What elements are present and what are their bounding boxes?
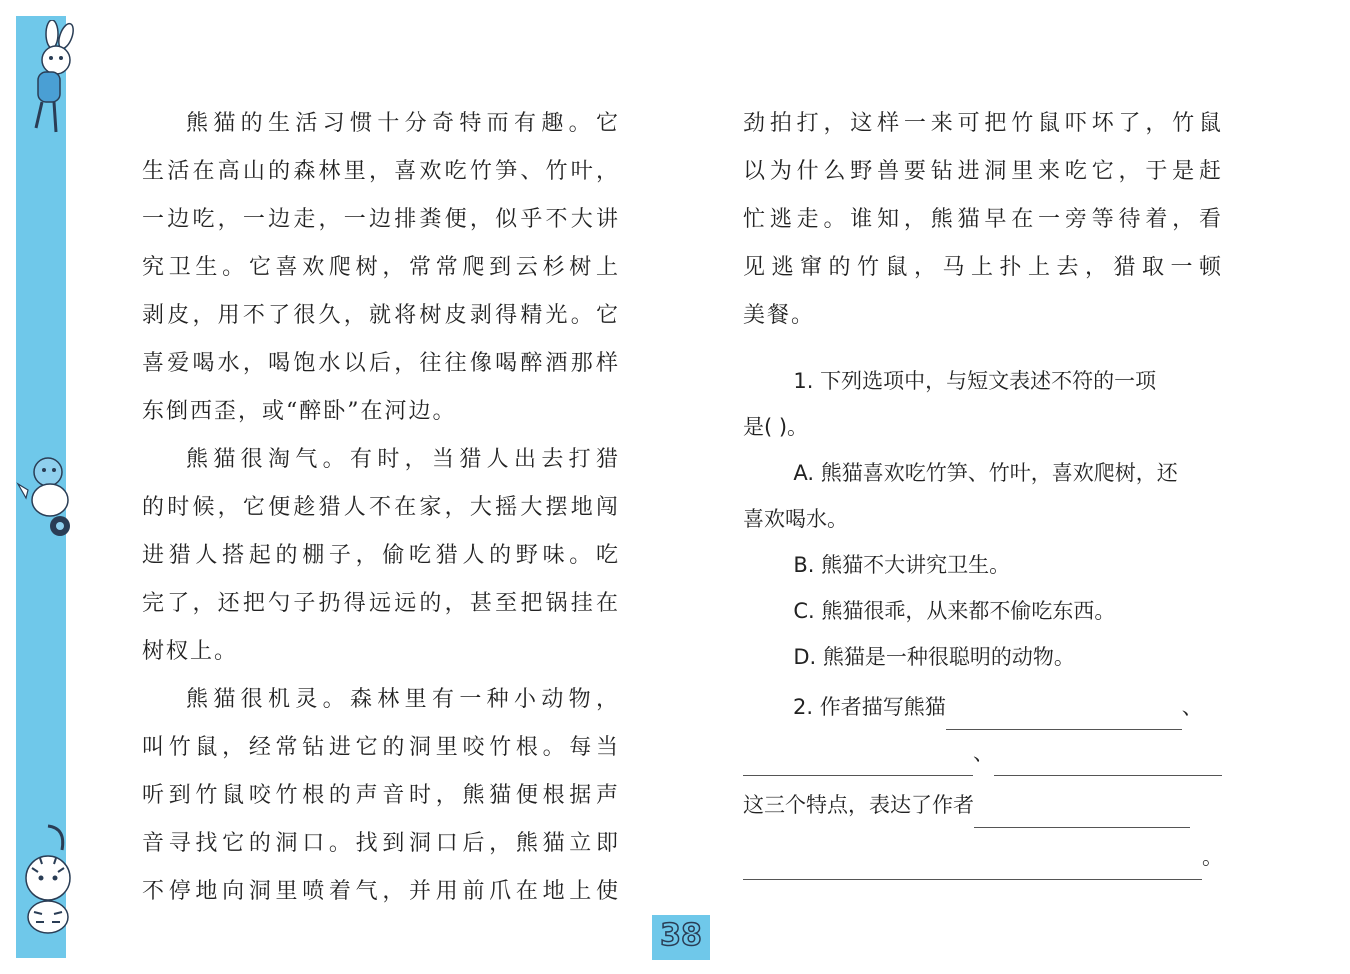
option-d: D. 熊猫是一种很聪明的动物。 bbox=[793, 645, 1075, 669]
question-1-answer-blank[interactable]: 是( )。 bbox=[743, 415, 809, 439]
answer-blank-1[interactable] bbox=[946, 699, 1182, 730]
story-line: 东倒西歪，或“醉卧”在河边。 bbox=[142, 399, 457, 424]
answer-blank-4[interactable] bbox=[974, 797, 1190, 828]
question-1 bbox=[743, 358, 1223, 680]
right-page-text bbox=[743, 100, 1223, 880]
option-b: B. 熊猫不大讲究卫生。 bbox=[793, 553, 1011, 577]
page-number: 38 bbox=[660, 918, 702, 953]
story-line: 美餐。 bbox=[743, 303, 816, 328]
answer-blank-5[interactable] bbox=[743, 849, 1202, 880]
story-line: 树杈上。 bbox=[142, 639, 239, 664]
story-line: 熊猫的生活习惯十分奇特而有趣。它 bbox=[186, 111, 620, 136]
story-line: 听到竹鼠咬竹根的声音时，熊猫便根据声 bbox=[142, 783, 620, 808]
separator: 、 bbox=[1181, 695, 1203, 719]
story-line: 完了，还把勺子扔得远远的，甚至把锅挂在 bbox=[142, 591, 620, 616]
tiger-illustration-icon bbox=[14, 822, 84, 937]
answer-blank-2[interactable] bbox=[743, 745, 973, 776]
question-2-text-cont: 这三个特点，表达了作者 bbox=[743, 793, 974, 817]
story-line: 生活在高山的森林里，喜欢吃竹笋、竹叶， bbox=[142, 159, 620, 184]
question-1-text: 1. 下列选项中，与短文表述不符的一项 bbox=[793, 369, 1157, 393]
story-line: 究卫生。它喜欢爬树，常常爬到云杉树上 bbox=[142, 255, 620, 280]
story-line: 忙逃走。谁知，熊猫早在一旁等待着，看 bbox=[743, 207, 1223, 232]
option-a: A. 熊猫喜欢吃竹笋、竹叶，喜欢爬树，还 bbox=[793, 461, 1178, 485]
bird-illustration-icon bbox=[14, 450, 84, 545]
story-line: 音寻找它的洞口。找到洞口后，熊猫立即 bbox=[142, 831, 620, 856]
question-2 bbox=[743, 684, 1223, 880]
story-line: 熊猫很淘气。有时，当猎人出去打猎 bbox=[186, 447, 620, 472]
answer-blank-3[interactable] bbox=[994, 745, 1222, 776]
question-2-text: 2. 作者描写熊猫 bbox=[793, 695, 946, 719]
story-line: 不停地向洞里喷着气，并用前爪在地上使 bbox=[142, 879, 620, 904]
left-page-text bbox=[142, 100, 620, 916]
story-line: 劲拍打，这样一来可把竹鼠吓坏了，竹鼠 bbox=[743, 111, 1223, 136]
option-a-cont: 喜欢喝水。 bbox=[743, 507, 848, 531]
story-line: 喜爱喝水，喝饱水以后，往往像喝醉酒那样 bbox=[142, 351, 620, 376]
option-c: C. 熊猫很乖，从来都不偷吃东西。 bbox=[793, 599, 1116, 623]
story-line: 熊猫很机灵。森林里有一种小动物， bbox=[186, 687, 620, 712]
separator: 、 bbox=[973, 741, 994, 765]
story-line: 的时候，它便趁猎人不在家，大摇大摆地闯 bbox=[142, 495, 620, 520]
story-line: 剥皮，用不了很久，就将树皮剥得精光。它 bbox=[142, 303, 620, 328]
period: 。 bbox=[1202, 845, 1223, 869]
story-line: 一边吃，一边走，一边排粪便，似乎不大讲 bbox=[142, 207, 620, 232]
story-line: 见逃窜的竹鼠，马上扑上去，猎取一顿 bbox=[743, 255, 1223, 280]
story-line: 叫竹鼠，经常钻进它的洞里咬竹根。每当 bbox=[142, 735, 620, 760]
rabbit-illustration-icon bbox=[14, 20, 84, 140]
story-line: 进猎人搭起的棚子，偷吃猎人的野味。吃 bbox=[142, 543, 620, 568]
story-line: 以为什么野兽要钻进洞里来吃它，于是赶 bbox=[743, 159, 1223, 184]
